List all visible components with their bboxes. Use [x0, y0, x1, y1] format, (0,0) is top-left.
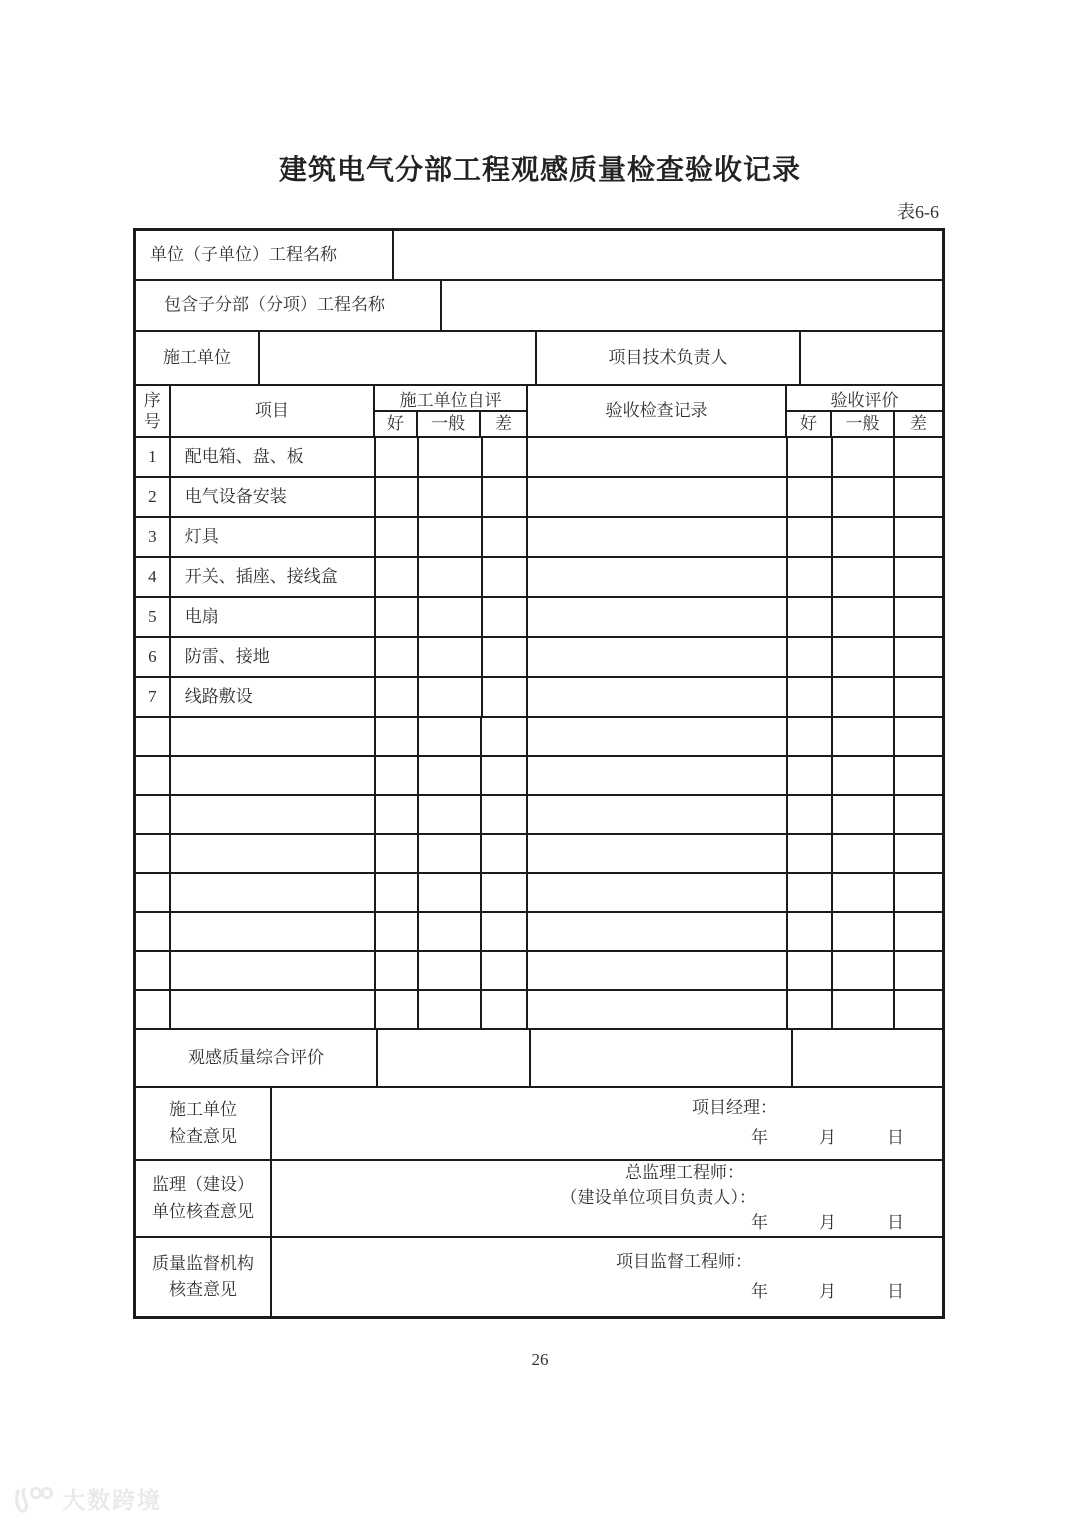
accept-fair-cell	[833, 757, 896, 794]
item-name: 开关、插座、接线盒	[171, 558, 377, 596]
col-header-accept-good: 好	[787, 412, 832, 436]
unit-project-value-cell	[394, 231, 942, 279]
self-good-cell	[376, 558, 419, 596]
self-poor-cell	[483, 478, 529, 516]
record-cell	[528, 438, 788, 476]
table-row	[136, 598, 942, 638]
item-name-cell	[171, 835, 376, 872]
record-cell	[528, 991, 788, 1028]
item-no-cell	[136, 913, 171, 950]
summary-acceptance-cell	[793, 1030, 942, 1086]
accept-fair-cell	[833, 796, 896, 833]
record-cell	[528, 638, 788, 676]
form-table	[133, 228, 945, 1319]
seq-char-1: 序	[143, 390, 161, 410]
item-no-cell	[136, 952, 171, 989]
construction-opinion-label	[136, 1088, 272, 1159]
col-header-item: 项目	[171, 386, 376, 436]
self-fair-cell	[419, 638, 483, 676]
self-good-cell	[376, 835, 419, 872]
accept-poor-cell	[895, 952, 942, 989]
accept-poor-cell	[895, 913, 942, 950]
self-poor-cell	[482, 718, 528, 755]
label-line: 监理（建设）	[152, 1175, 254, 1195]
item-name: 线路敷设	[171, 678, 377, 716]
empty-row	[136, 991, 942, 1030]
accept-poor-cell	[895, 718, 942, 755]
signoff-construction-row	[136, 1088, 942, 1161]
item-name-cell	[171, 991, 376, 1028]
record-cell	[528, 835, 788, 872]
self-fair-cell	[419, 678, 483, 716]
date-line: 年 月 日	[751, 1281, 904, 1301]
item-name-cell	[171, 757, 376, 794]
item-no-cell	[136, 796, 171, 833]
accept-good-cell	[788, 598, 833, 636]
self-fair-cell	[419, 598, 483, 636]
item-name-cell	[171, 874, 376, 911]
accept-good-cell	[788, 757, 833, 794]
self-good-cell	[376, 991, 419, 1028]
item-no-cell	[136, 874, 171, 911]
record-cell	[528, 796, 788, 833]
self-fair-cell	[419, 835, 483, 872]
accept-good-cell	[788, 835, 833, 872]
item-no-cell	[136, 991, 171, 1028]
col-group-acceptance-eval	[787, 386, 942, 436]
accept-good-cell	[788, 438, 833, 476]
watermark	[12, 1482, 162, 1515]
self-fair-cell	[419, 757, 483, 794]
accept-poor-cell	[895, 478, 942, 516]
label-line: 质量监督机构	[152, 1253, 254, 1273]
item-name: 灯具	[171, 518, 377, 556]
empty-row	[136, 835, 942, 874]
acceptance-eval-group-label: 验收评价	[787, 386, 942, 412]
accept-poor-cell	[895, 874, 942, 911]
item-name: 电气设备安装	[171, 478, 377, 516]
chief-supervisor-sign-label: 总监理工程师：	[625, 1163, 744, 1183]
unit-project-label: 单位（子单位）工程名称	[136, 231, 394, 279]
watermark-text: 大数跨境	[62, 1487, 162, 1513]
summary-row	[136, 1030, 942, 1088]
self-good-cell	[376, 952, 419, 989]
empty-row	[136, 757, 942, 796]
self-good-cell	[376, 913, 419, 950]
accept-poor-cell	[895, 796, 942, 833]
accept-good-cell	[788, 518, 833, 556]
quality-opinion-label	[136, 1238, 272, 1316]
accept-fair-cell	[833, 874, 896, 911]
self-eval-subheaders	[375, 412, 526, 436]
record-cell	[528, 678, 788, 716]
record-cell	[528, 598, 788, 636]
item-no: 1	[136, 438, 171, 476]
self-poor-cell	[482, 991, 528, 1028]
col-header-accept-poor: 差	[910, 413, 928, 433]
accept-good-cell	[788, 478, 833, 516]
record-cell	[528, 718, 788, 755]
accept-fair-cell	[833, 678, 896, 716]
accept-fair-cell	[833, 638, 896, 676]
date-line: 年 月 日	[751, 1128, 904, 1147]
item-no-cell	[136, 835, 171, 872]
item-name-cell	[171, 913, 376, 950]
self-good-cell	[376, 478, 419, 516]
owner-representative-sign-label: （建设单位项目负责人）：	[560, 1188, 756, 1208]
accept-poor-cell	[895, 757, 942, 794]
record-cell	[528, 478, 788, 516]
table-number: 表6-6	[897, 202, 939, 222]
item-no: 7	[136, 678, 171, 716]
accept-fair-cell	[833, 598, 896, 636]
record-cell	[528, 757, 788, 794]
watermark-logo-icon	[12, 1483, 56, 1515]
self-fair-cell	[419, 438, 483, 476]
table-row	[136, 558, 942, 598]
accept-good-cell	[788, 991, 833, 1028]
supervising-engineer-sign-label: 项目监督工程师：	[616, 1251, 752, 1271]
accept-fair-cell	[833, 835, 896, 872]
acceptance-eval-subheaders	[787, 412, 942, 436]
accept-fair-cell	[833, 952, 896, 989]
accept-good-cell	[788, 718, 833, 755]
construction-opinion-content	[272, 1088, 942, 1159]
accept-fair-cell	[833, 518, 896, 556]
accept-good-cell	[788, 638, 833, 676]
accept-fair-cell	[833, 478, 896, 516]
self-fair-cell	[419, 558, 483, 596]
item-no-cell	[136, 757, 171, 794]
label-line: 单位核查意见	[152, 1201, 254, 1221]
seq-char-2: 号	[143, 412, 161, 431]
self-good-cell	[376, 678, 419, 716]
construction-unit-value-cell	[260, 332, 537, 384]
table-header-row	[136, 386, 942, 438]
table-row	[136, 638, 942, 678]
row-construction-unit	[136, 332, 942, 386]
self-poor-cell	[483, 518, 529, 556]
item-no: 3	[136, 518, 171, 556]
self-good-cell	[376, 638, 419, 676]
row-sub-division	[136, 281, 942, 332]
accept-poor-cell	[895, 518, 942, 556]
col-header-seq	[136, 386, 171, 436]
item-no: 6	[136, 638, 171, 676]
accept-good-cell	[788, 796, 833, 833]
self-fair-cell	[419, 518, 483, 556]
col-header-record: 验收检查记录	[528, 386, 787, 436]
self-poor-cell	[482, 757, 528, 794]
accept-poor-cell	[895, 558, 942, 596]
self-good-cell	[376, 757, 419, 794]
self-fair-cell	[419, 874, 483, 911]
record-cell	[528, 913, 788, 950]
empty-row	[136, 952, 942, 991]
table-row	[136, 518, 942, 558]
accept-good-cell	[788, 678, 833, 716]
self-good-cell	[376, 438, 419, 476]
record-cell	[528, 518, 788, 556]
item-no: 5	[136, 598, 171, 636]
page-number: 26	[531, 1350, 549, 1369]
item-no: 2	[136, 478, 171, 516]
col-header-self-fair: 一般	[418, 412, 481, 436]
accept-poor-cell	[895, 678, 942, 716]
record-cell	[528, 874, 788, 911]
accept-poor-cell	[895, 991, 942, 1028]
self-good-cell	[376, 874, 419, 911]
accept-good-cell	[788, 913, 833, 950]
tech-director-value-cell	[801, 332, 942, 384]
self-poor-cell	[482, 835, 528, 872]
col-header-accept-fair: 一般	[832, 412, 895, 436]
self-poor-cell	[482, 874, 528, 911]
page-title: 建筑电气分部工程观感质量检查验收记录	[278, 154, 801, 185]
accept-poor-cell	[895, 835, 942, 872]
self-good-cell	[376, 796, 419, 833]
self-poor-cell	[482, 913, 528, 950]
empty-row	[136, 718, 942, 757]
sub-division-value-cell	[442, 281, 942, 330]
self-poor-cell	[483, 598, 529, 636]
self-fair-cell	[419, 991, 483, 1028]
col-group-self-eval	[375, 386, 528, 436]
tech-director-label: 项目技术负责人	[537, 332, 801, 384]
col-header-self-poor: 差	[494, 413, 512, 433]
item-no: 4	[136, 558, 171, 596]
table-row	[136, 678, 942, 718]
project-manager-sign-label: 项目经理：	[692, 1098, 777, 1118]
supervision-opinion-content	[272, 1161, 942, 1236]
signoff-quality-row	[136, 1238, 942, 1316]
construction-unit-label: 施工单位	[136, 332, 260, 384]
item-name: 防雷、接地	[171, 638, 377, 676]
table-row	[136, 478, 942, 518]
date-line: 年 月 日	[751, 1212, 904, 1232]
self-poor-cell	[483, 558, 529, 596]
self-poor-cell	[482, 796, 528, 833]
supervision-opinion-label	[136, 1161, 272, 1236]
empty-row	[136, 796, 942, 835]
self-fair-cell	[419, 478, 483, 516]
item-name: 配电箱、盘、板	[171, 438, 377, 476]
self-good-cell	[376, 598, 419, 636]
accept-good-cell	[788, 874, 833, 911]
accept-poor-cell	[895, 438, 942, 476]
self-eval-group-label: 施工单位自评	[375, 386, 526, 412]
accept-fair-cell	[833, 718, 896, 755]
record-cell	[528, 558, 788, 596]
accept-good-cell	[788, 952, 833, 989]
empty-row	[136, 913, 942, 952]
sub-division-label: 包含子分部（分项）工程名称	[136, 281, 442, 330]
item-name-cell	[171, 952, 376, 989]
self-poor-cell	[483, 678, 529, 716]
item-name-cell	[171, 796, 376, 833]
accept-fair-cell	[833, 913, 896, 950]
item-no-cell	[136, 718, 171, 755]
accept-poor-cell	[895, 638, 942, 676]
self-good-cell	[376, 518, 419, 556]
label-line: 检查意见	[169, 1126, 237, 1146]
self-fair-cell	[419, 718, 483, 755]
item-name-cell	[171, 718, 376, 755]
summary-self-eval-cell	[378, 1030, 531, 1086]
self-fair-cell	[419, 952, 483, 989]
item-name: 电扇	[171, 598, 377, 636]
self-poor-cell	[483, 638, 529, 676]
quality-opinion-content	[272, 1238, 942, 1316]
self-fair-cell	[419, 913, 483, 950]
accept-good-cell	[788, 558, 833, 596]
accept-fair-cell	[833, 438, 896, 476]
record-cell	[528, 952, 788, 989]
self-fair-cell	[419, 796, 483, 833]
label-line: 施工单位	[169, 1100, 237, 1120]
accept-fair-cell	[833, 558, 896, 596]
self-poor-cell	[482, 952, 528, 989]
accept-fair-cell	[833, 991, 896, 1028]
table-row	[136, 438, 942, 478]
label-line: 核查意见	[169, 1280, 237, 1299]
summary-record-cell	[531, 1030, 793, 1086]
signoff-supervision-row	[136, 1161, 942, 1238]
col-header-self-good: 好	[375, 412, 417, 436]
accept-poor-cell	[895, 598, 942, 636]
self-poor-cell	[483, 438, 529, 476]
summary-label: 观感质量综合评价	[136, 1030, 378, 1086]
self-good-cell	[376, 718, 419, 755]
empty-row	[136, 874, 942, 913]
row-unit-project	[136, 231, 942, 281]
